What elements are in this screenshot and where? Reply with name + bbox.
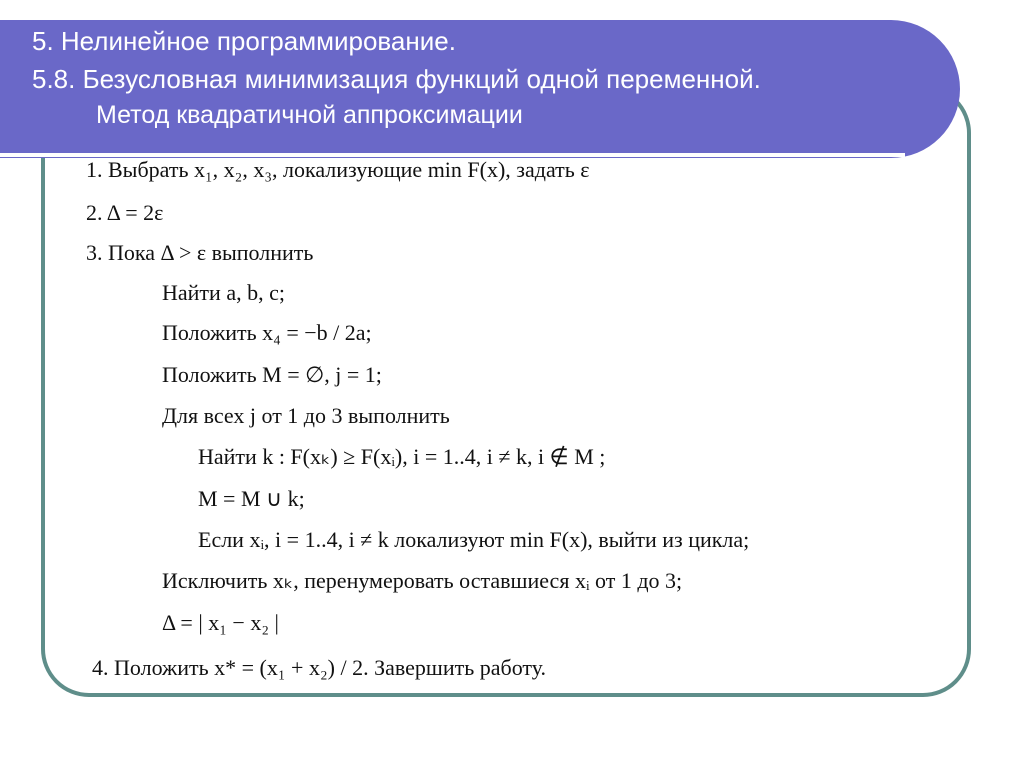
step-3-set-x4: Положить x₄ = −b / 2a; xyxy=(162,320,372,345)
step-1: 1. Выбрать x₁, x₂, x₃, локализующие min F(x), задать ε xyxy=(86,157,590,182)
step-3-set-m: Положить M = ∅, j = 1; xyxy=(162,362,382,387)
slide-title-line-1: 5. Нелинейное программирование. xyxy=(32,26,456,56)
step-3: 3. Пока Δ > ε выполнить xyxy=(86,240,314,265)
loop-update-m: M = M ∪ k; xyxy=(198,486,305,511)
step-3-exclude: Исключить xₖ, перенумеровать оставшиеся xᵢ от 1 до 3; xyxy=(162,568,683,593)
step-4: 4. Положить x* = (x₁ + x₂) / 2. Завершить работу. xyxy=(92,655,547,680)
step-2: 2. Δ = 2ε xyxy=(86,200,164,225)
slide-title-line-2: 5.8. Безусловная минимизация функций одной переменной. xyxy=(32,64,761,94)
step-3-update-delta: Δ = | x₁ − x₂ | xyxy=(162,610,279,635)
step-3-loop: Для всех j от 1 до 3 выполнить xyxy=(162,403,450,428)
slide-title-line-3: Метод квадратичной аппроксимации xyxy=(96,101,523,129)
step-3-find-abc: Найти a, b, c; xyxy=(162,280,285,305)
loop-find-k: Найти k : F(xₖ) ≥ F(xᵢ), i = 1..4, i ≠ k, i ∉ M ; xyxy=(198,444,606,469)
loop-check-exit: Если xᵢ, i = 1..4, i ≠ k локализуют min F(x), выйти из цикла; xyxy=(198,527,750,552)
